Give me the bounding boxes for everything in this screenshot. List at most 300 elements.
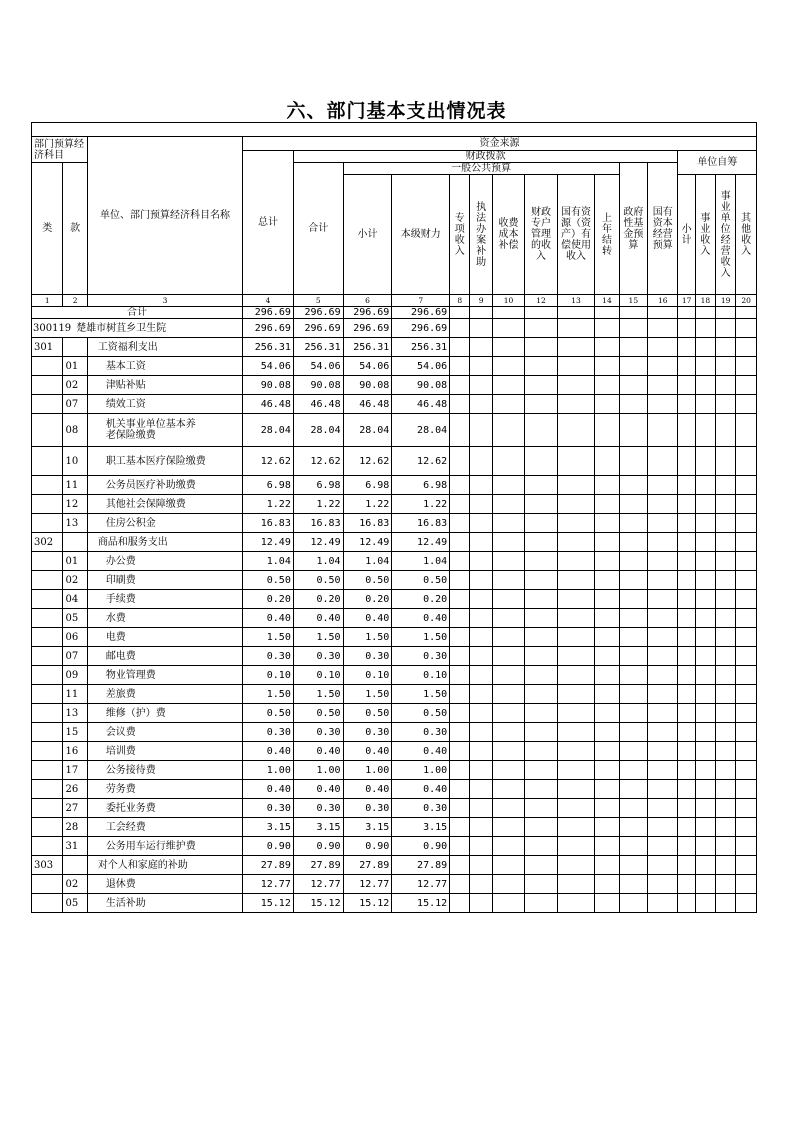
table-row (32, 647, 757, 666)
row-empty-cell (450, 376, 470, 395)
row-empty-cell (470, 685, 492, 704)
row-empty-cell (450, 609, 470, 628)
row-empty-cell (678, 799, 695, 818)
row-empty-cell (648, 837, 678, 856)
row-value: 3.15 (293, 818, 343, 837)
row-value: 0.30 (243, 799, 294, 818)
row-value: 1.00 (243, 761, 294, 780)
row-empty-cell (736, 780, 757, 799)
row-value: 1.00 (392, 761, 450, 780)
table-row (32, 780, 757, 799)
row-kuan: 06 (63, 628, 87, 647)
row-empty-cell (557, 495, 595, 514)
row-empty-cell (678, 780, 695, 799)
row-empty-cell (716, 376, 736, 395)
row-kuan: 11 (63, 685, 87, 704)
row-empty-cell (678, 476, 695, 495)
row-empty-cell (716, 742, 736, 761)
row-empty-cell (619, 837, 647, 856)
row-value: 0.20 (243, 590, 294, 609)
row-empty-cell (619, 476, 647, 495)
row-empty-cell (525, 609, 557, 628)
row-empty-cell (595, 447, 619, 476)
row-value: 12.62 (392, 447, 450, 476)
row-value: 0.50 (392, 704, 450, 723)
row-empty-cell (648, 319, 678, 338)
row-empty-cell (557, 780, 595, 799)
row-empty-cell (525, 495, 557, 514)
row-value: 46.48 (293, 395, 343, 414)
row-kuan: 10 (63, 447, 87, 476)
row-value: 0.20 (343, 590, 392, 609)
row-kuan: 01 (63, 357, 87, 376)
row-empty-cell (470, 837, 492, 856)
row-empty-cell (619, 376, 647, 395)
row-empty-cell (716, 319, 736, 338)
row-value: 0.40 (343, 780, 392, 799)
table-row (32, 894, 757, 913)
row-empty-cell (557, 514, 595, 533)
row-empty-cell (736, 533, 757, 552)
row-value: 0.10 (392, 666, 450, 685)
row-lei (32, 761, 63, 780)
row-empty-cell (619, 357, 647, 376)
row-empty-cell (492, 875, 524, 894)
header-lei: 类 (32, 163, 63, 295)
row-lei (32, 609, 63, 628)
row-empty-cell (678, 685, 695, 704)
row-empty-cell (492, 319, 524, 338)
column-number: 13 (557, 295, 595, 307)
table-row (32, 395, 757, 414)
row-empty-cell (450, 875, 470, 894)
row-value: 16.83 (343, 514, 392, 533)
row-name: 水费 (87, 609, 242, 628)
row-value: 0.50 (343, 704, 392, 723)
row-empty-cell (492, 666, 524, 685)
row-empty-cell (648, 856, 678, 875)
row-name: 工会经费 (87, 818, 242, 837)
row-empty-cell (648, 742, 678, 761)
column-number: 17 (678, 295, 695, 307)
row-value: 1.50 (243, 628, 294, 647)
row-value: 1.50 (293, 685, 343, 704)
row-empty-cell (695, 307, 715, 319)
row-empty-cell (695, 761, 715, 780)
row-empty-cell (678, 647, 695, 666)
row-empty-cell (736, 875, 757, 894)
row-empty-cell (736, 447, 757, 476)
row-empty-cell (678, 856, 695, 875)
row-empty-cell (557, 742, 595, 761)
row-kuan: 05 (63, 609, 87, 628)
row-name: 合计 (32, 307, 243, 319)
row-empty-cell (525, 875, 557, 894)
row-empty-cell (492, 647, 524, 666)
row-lei (32, 780, 63, 799)
row-empty-cell (736, 514, 757, 533)
row-empty-cell (648, 666, 678, 685)
row-empty-cell (736, 609, 757, 628)
table-row (32, 666, 757, 685)
header-name-col: 单位、部门预算经济科目名称 (87, 137, 242, 295)
row-empty-cell (525, 723, 557, 742)
row-value: 28.04 (243, 414, 294, 447)
row-lei (32, 666, 63, 685)
row-empty-cell (450, 447, 470, 476)
row-value: 28.04 (293, 414, 343, 447)
row-empty-cell (450, 894, 470, 913)
row-empty-cell (716, 647, 736, 666)
row-empty-cell (557, 357, 595, 376)
row-kuan: 02 (63, 875, 87, 894)
row-empty-cell (678, 414, 695, 447)
row-empty-cell (525, 319, 557, 338)
row-empty-cell (695, 685, 715, 704)
row-kuan (63, 338, 87, 357)
row-empty-cell (492, 704, 524, 723)
table-row (32, 319, 757, 338)
row-empty-cell (492, 818, 524, 837)
row-empty-cell (595, 357, 619, 376)
row-kuan: 26 (63, 780, 87, 799)
row-value: 1.50 (343, 685, 392, 704)
row-empty-cell (619, 495, 647, 514)
row-kuan: 28 (63, 818, 87, 837)
row-empty-cell (648, 533, 678, 552)
row-empty-cell (648, 447, 678, 476)
row-value: 0.40 (392, 742, 450, 761)
row-empty-cell (470, 552, 492, 571)
table-row (32, 837, 757, 856)
row-value: 296.69 (293, 319, 343, 338)
table-row (32, 514, 757, 533)
row-name: 基本工资 (87, 357, 242, 376)
table-row (32, 723, 757, 742)
row-empty-cell (595, 666, 619, 685)
row-empty-cell (619, 609, 647, 628)
row-empty-cell (695, 414, 715, 447)
row-empty-cell (557, 609, 595, 628)
row-value: 296.69 (243, 307, 294, 319)
row-value: 46.48 (392, 395, 450, 414)
row-empty-cell (695, 742, 715, 761)
row-empty-cell (648, 609, 678, 628)
row-empty-cell (678, 319, 695, 338)
row-value: 6.98 (392, 476, 450, 495)
row-empty-cell (619, 571, 647, 590)
row-empty-cell (450, 628, 470, 647)
row-value: 27.89 (293, 856, 343, 875)
row-empty-cell (470, 447, 492, 476)
page-title: 六、部门基本支出情况表 (286, 100, 507, 122)
row-value: 0.10 (243, 666, 294, 685)
row-empty-cell (595, 319, 619, 338)
row-value: 46.48 (343, 395, 392, 414)
row-name: 职工基本医疗保险缴费 (87, 447, 242, 476)
row-empty-cell (648, 376, 678, 395)
table-row (32, 628, 757, 647)
row-empty-cell (450, 571, 470, 590)
column-number: 6 (343, 295, 392, 307)
row-kuan: 11 (63, 476, 87, 495)
row-lei (32, 875, 63, 894)
row-empty-cell (678, 395, 695, 414)
table-row (32, 376, 757, 395)
row-kuan: 17 (63, 761, 87, 780)
row-empty-cell (492, 307, 524, 319)
row-empty-cell (619, 647, 647, 666)
row-empty-cell (525, 338, 557, 357)
row-empty-cell (736, 647, 757, 666)
row-empty-cell (736, 414, 757, 447)
row-empty-cell (716, 704, 736, 723)
row-empty-cell (525, 628, 557, 647)
row-lei (32, 685, 63, 704)
row-value: 3.15 (343, 818, 392, 837)
row-value: 256.31 (392, 338, 450, 357)
row-value: 0.10 (343, 666, 392, 685)
row-empty-cell (450, 837, 470, 856)
row-lei (32, 414, 63, 447)
row-name: 住房公积金 (87, 514, 242, 533)
row-empty-cell (525, 357, 557, 376)
header-prev-year: 上年结转 (595, 175, 619, 295)
row-empty-cell (619, 704, 647, 723)
table-row (32, 742, 757, 761)
row-empty-cell (736, 723, 757, 742)
row-value: 16.83 (293, 514, 343, 533)
row-value: 54.06 (343, 357, 392, 376)
row-value: 0.50 (243, 571, 294, 590)
row-empty-cell (595, 628, 619, 647)
row-empty-cell (595, 742, 619, 761)
row-value: 0.40 (343, 609, 392, 628)
row-name: 公务用车运行维护费 (87, 837, 242, 856)
row-empty-cell (648, 685, 678, 704)
row-empty-cell (716, 837, 736, 856)
row-empty-cell (470, 590, 492, 609)
row-empty-cell (595, 647, 619, 666)
row-value: 256.31 (243, 338, 294, 357)
column-number: 1 (32, 295, 63, 307)
row-value: 0.90 (392, 837, 450, 856)
row-empty-cell (648, 476, 678, 495)
row-value: 0.30 (243, 723, 294, 742)
row-kuan (63, 856, 87, 875)
row-empty-cell (595, 590, 619, 609)
row-empty-cell (525, 514, 557, 533)
table-body (32, 307, 757, 913)
header-special-income: 专项收入 (450, 175, 470, 295)
row-empty-cell (716, 666, 736, 685)
row-empty-cell (716, 571, 736, 590)
row-empty-cell (695, 666, 715, 685)
row-kuan: 08 (63, 414, 87, 447)
row-empty-cell (736, 476, 757, 495)
row-name: 绩效工资 (87, 395, 242, 414)
row-empty-cell (716, 495, 736, 514)
row-empty-cell (736, 571, 757, 590)
row-empty-cell (557, 799, 595, 818)
row-empty-cell (557, 533, 595, 552)
row-empty-cell (525, 307, 557, 319)
row-empty-cell (716, 533, 736, 552)
row-empty-cell (695, 495, 715, 514)
row-empty-cell (736, 894, 757, 913)
row-empty-cell (557, 704, 595, 723)
row-name: 手续费 (87, 590, 242, 609)
row-empty-cell (678, 376, 695, 395)
row-value: 54.06 (392, 357, 450, 376)
row-empty-cell (492, 338, 524, 357)
table-row (32, 338, 757, 357)
row-empty-cell (736, 495, 757, 514)
row-value: 0.40 (293, 609, 343, 628)
row-value: 3.15 (392, 818, 450, 837)
row-empty-cell (492, 856, 524, 875)
row-empty-cell (470, 723, 492, 742)
row-empty-cell (678, 818, 695, 837)
row-empty-cell (736, 590, 757, 609)
row-empty-cell (525, 395, 557, 414)
row-empty-cell (716, 818, 736, 837)
row-value: 0.10 (293, 666, 343, 685)
row-empty-cell (492, 514, 524, 533)
row-empty-cell (595, 395, 619, 414)
row-lei: 301 (32, 338, 63, 357)
row-empty-cell (470, 307, 492, 319)
row-empty-cell (595, 818, 619, 837)
header-gov-fund: 政府性基金预算 (619, 163, 647, 295)
table-row (32, 495, 757, 514)
row-empty-cell (492, 685, 524, 704)
row-empty-cell (595, 609, 619, 628)
row-lei (32, 818, 63, 837)
header-state-assets: 国有资源（资产）有偿使用收入 (557, 175, 595, 295)
row-empty-cell (595, 514, 619, 533)
row-empty-cell (648, 780, 678, 799)
row-lei: 303 (32, 856, 63, 875)
row-lei (32, 376, 63, 395)
row-empty-cell (525, 590, 557, 609)
row-empty-cell (470, 761, 492, 780)
row-kuan: 12 (63, 495, 87, 514)
row-value: 0.40 (293, 780, 343, 799)
row-empty-cell (695, 628, 715, 647)
row-empty-cell (695, 376, 715, 395)
row-kuan (63, 533, 87, 552)
row-empty-cell (695, 875, 715, 894)
row-kuan: 02 (63, 571, 87, 590)
row-empty-cell (525, 799, 557, 818)
row-empty-cell (678, 875, 695, 894)
row-empty-cell (678, 761, 695, 780)
row-value: 0.50 (293, 571, 343, 590)
row-lei (32, 395, 63, 414)
row-empty-cell (470, 357, 492, 376)
row-value: 0.30 (343, 723, 392, 742)
row-lei (32, 476, 63, 495)
row-value: 1.50 (392, 628, 450, 647)
row-empty-cell (450, 514, 470, 533)
row-value: 12.77 (293, 875, 343, 894)
row-empty-cell (470, 894, 492, 913)
row-empty-cell (619, 666, 647, 685)
row-empty-cell (678, 571, 695, 590)
row-unit-label (32, 319, 243, 338)
row-value: 0.50 (243, 704, 294, 723)
row-name: 印刷费 (87, 571, 242, 590)
row-value: 6.98 (243, 476, 294, 495)
row-empty-cell (648, 628, 678, 647)
row-empty-cell (716, 628, 736, 647)
row-empty-cell (695, 609, 715, 628)
row-empty-cell (557, 338, 595, 357)
row-empty-cell (557, 376, 595, 395)
row-value: 1.50 (343, 628, 392, 647)
table-row (32, 552, 757, 571)
row-empty-cell (678, 628, 695, 647)
row-empty-cell (736, 395, 757, 414)
row-kuan: 16 (63, 742, 87, 761)
basic-expenditure-table (31, 122, 757, 913)
row-empty-cell (716, 685, 736, 704)
row-kuan: 02 (63, 376, 87, 395)
row-empty-cell (619, 894, 647, 913)
header-total: 总计 (243, 151, 294, 295)
row-value: 0.40 (392, 780, 450, 799)
row-empty-cell (716, 414, 736, 447)
row-value: 15.12 (343, 894, 392, 913)
column-number: 14 (595, 295, 619, 307)
row-empty-cell (525, 414, 557, 447)
row-name: 其他社会保障缴费 (87, 495, 242, 514)
row-lei (32, 590, 63, 609)
row-empty-cell (450, 476, 470, 495)
row-empty-cell (450, 307, 470, 319)
row-value: 0.30 (293, 647, 343, 666)
row-empty-cell (557, 476, 595, 495)
row-value: 0.40 (243, 609, 294, 628)
row-empty-cell (736, 552, 757, 571)
row-empty-cell (716, 514, 736, 533)
row-empty-cell (470, 495, 492, 514)
row-empty-cell (525, 533, 557, 552)
column-number: 16 (648, 295, 678, 307)
row-empty-cell (716, 338, 736, 357)
row-name: 培训费 (87, 742, 242, 761)
row-empty-cell (648, 590, 678, 609)
row-empty-cell (557, 571, 595, 590)
row-empty-cell (450, 761, 470, 780)
row-empty-cell (619, 514, 647, 533)
row-empty-cell (525, 685, 557, 704)
row-empty-cell (619, 723, 647, 742)
row-empty-cell (595, 571, 619, 590)
row-value: 12.77 (243, 875, 294, 894)
row-empty-cell (736, 338, 757, 357)
row-value: 6.98 (293, 476, 343, 495)
column-number: 4 (243, 295, 294, 307)
row-empty-cell (716, 447, 736, 476)
header-local-revenue: 本级财力 (392, 175, 450, 295)
row-empty-cell (716, 609, 736, 628)
row-empty-cell (716, 590, 736, 609)
row-value: 28.04 (343, 414, 392, 447)
row-empty-cell (695, 856, 715, 875)
row-value: 0.30 (392, 647, 450, 666)
